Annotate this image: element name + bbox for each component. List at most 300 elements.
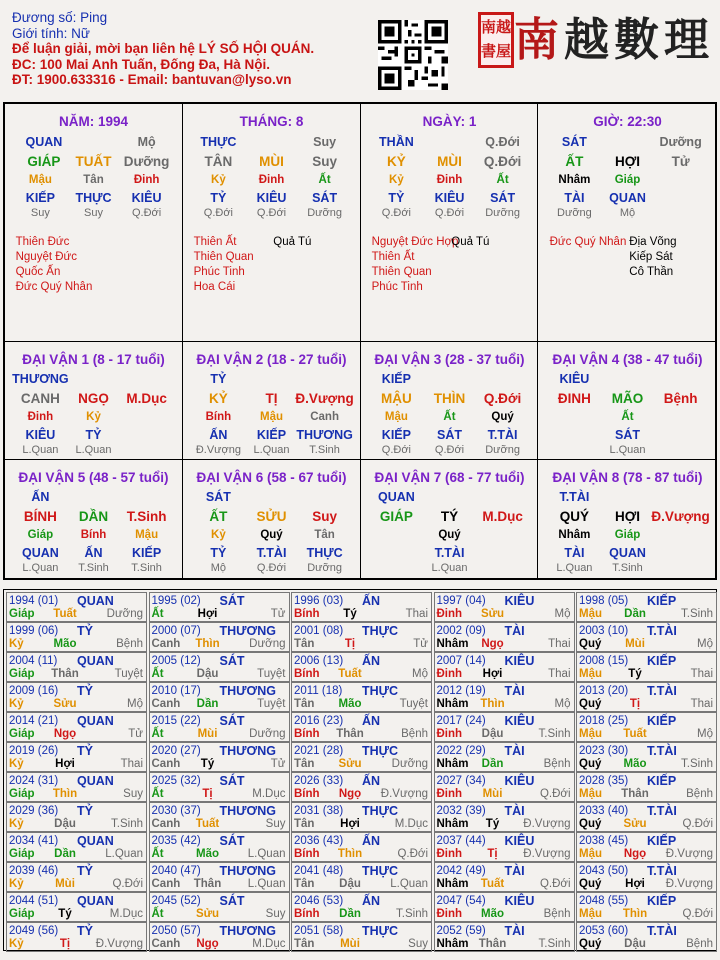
year-life-stage: Thai — [690, 668, 713, 680]
year-stem: Giáp — [9, 908, 35, 920]
year-label: 2006 (13) — [294, 655, 344, 667]
annual-year-cell — [576, 652, 717, 682]
ten-god-label: Tân — [314, 529, 335, 541]
year-stem: Mậu — [579, 728, 602, 740]
annual-year-cell — [291, 802, 432, 832]
ten-god-label: THÌN — [433, 391, 466, 406]
year-stem: Giáp — [9, 608, 35, 620]
year-branch: Ngọ — [338, 788, 362, 800]
year-stem: Mậu — [579, 608, 602, 620]
annual-year-cell — [291, 832, 432, 862]
ten-god-label: Ất — [621, 411, 634, 423]
year-stem: Bính — [294, 608, 320, 620]
ten-god-label: NGỌ — [78, 391, 109, 406]
year-label: 2023 (30) — [579, 745, 629, 757]
annual-year-cell — [6, 592, 147, 622]
ten-god-label: TỶ — [210, 191, 227, 205]
annual-year-cell — [6, 832, 147, 862]
year-branch: Mão — [196, 848, 219, 860]
year-life-stage: L.Quan — [105, 848, 143, 860]
ten-god-label: Q.Đới — [131, 207, 162, 219]
year-ten-god: THỰC — [362, 744, 399, 758]
ten-god-label: Quý — [491, 411, 514, 423]
year-ten-god: QUAN — [77, 894, 114, 908]
year-ten-god: KIÊU — [504, 834, 535, 848]
ten-god-label: Mộ — [210, 562, 227, 574]
year-stem: Mậu — [579, 848, 602, 860]
pillar-title: NGÀY: 1 — [422, 114, 477, 129]
annual-year-cell — [149, 682, 290, 712]
year-life-stage: Bệnh — [401, 728, 428, 740]
year-branch: Tuất — [338, 668, 362, 680]
year-branch: Thân — [51, 668, 79, 680]
year-branch: Ngọ — [481, 638, 504, 650]
pillar-cell — [361, 104, 538, 341]
year-stem: Đinh — [436, 908, 463, 920]
year-label: 2001 (08) — [294, 625, 344, 637]
year-life-stage: L.Quan — [247, 878, 286, 890]
ten-god-label: Dưỡng — [659, 135, 702, 149]
ten-god-label: QUÝ — [559, 509, 590, 524]
year-life-stage: Thai — [548, 638, 571, 650]
ten-god-label: ẤT — [565, 154, 584, 169]
year-label: 1994 (01) — [9, 595, 59, 607]
annual-year-cell — [576, 622, 717, 652]
year-label: 2051 (58) — [294, 925, 344, 937]
shen-sha-star: Thiên Quan — [371, 266, 432, 278]
ten-god-label: KIẾP — [256, 428, 287, 442]
shen-sha-star: Nguyệt Đức Hợp — [371, 236, 459, 248]
year-branch: Tý — [58, 908, 72, 920]
year-ten-god: KIÊU — [504, 594, 535, 608]
ten-god-label: THẦN — [379, 135, 414, 149]
year-ten-god: KIẾP — [647, 894, 677, 908]
year-label: 1995 (02) — [151, 595, 201, 607]
ten-god-label: KỶ — [387, 154, 406, 169]
shen-sha-star: Thiên Ất — [371, 251, 415, 263]
year-branch: Thìn — [52, 788, 78, 800]
ten-god-label: THƯƠNG — [296, 428, 353, 442]
ten-god-label: T.TÀI — [256, 546, 287, 560]
shen-sha-star: Thiên Ất — [193, 236, 237, 248]
year-label: 2032 (39) — [436, 805, 486, 817]
annual-year-cell — [6, 772, 147, 802]
year-stem: Canh — [151, 758, 181, 770]
annual-year-cell — [6, 742, 147, 772]
year-ten-god: THƯƠNG — [219, 864, 276, 878]
year-ten-god: THƯƠNG — [219, 624, 276, 638]
ten-god-label: T.Sinh — [126, 509, 167, 524]
annual-year-cell — [576, 592, 717, 622]
year-ten-god: THƯƠNG — [219, 684, 276, 698]
annual-year-cell — [434, 712, 575, 742]
year-branch: Dậu — [339, 878, 361, 890]
year-label: 2026 (33) — [294, 775, 344, 787]
contact-line-3: ĐT: 1900.633316 - Email: bantuvan@lyso.vn — [12, 72, 292, 87]
year-stem: Mậu — [579, 788, 602, 800]
year-life-stage: Bệnh — [686, 788, 713, 800]
ten-god-label: ẤT — [209, 509, 228, 524]
year-label: 2040 (47) — [151, 865, 201, 877]
year-label: 2052 (59) — [436, 925, 486, 937]
year-ten-god: T.TÀI — [647, 684, 677, 698]
year-branch: Mão — [623, 758, 647, 770]
shen-sha-star: Thiên Quan — [193, 251, 254, 263]
year-stem: Giáp — [9, 668, 35, 680]
year-branch: Dậu — [54, 818, 76, 830]
year-label: 2049 (56) — [9, 925, 59, 937]
year-life-stage: Q.Đới — [397, 848, 428, 860]
year-life-stage: Dưỡng — [249, 638, 286, 650]
year-stem: Mậu — [579, 668, 602, 680]
year-label: 2000 (07) — [151, 625, 201, 637]
ten-god-label: Suy — [84, 207, 103, 219]
year-branch: Ngọ — [53, 728, 77, 740]
year-label: 2015 (22) — [151, 715, 201, 727]
year-branch: Thân — [193, 878, 222, 890]
year-life-stage: Mộ — [554, 608, 571, 620]
year-life-stage: Tuyệt — [114, 668, 143, 680]
year-ten-god: QUAN — [77, 774, 114, 788]
shen-sha-star: Đức Quý Nhân — [549, 236, 627, 248]
ten-god-label: THỰC — [75, 191, 112, 205]
year-stem: Nhâm — [436, 698, 469, 710]
year-life-stage: Tử — [270, 608, 286, 620]
annual-year-cell — [149, 862, 290, 892]
shen-sha-star: Thiên Đức — [15, 236, 70, 248]
ten-god-label: L.Quan — [22, 444, 59, 456]
year-stem: Nhâm — [436, 758, 469, 770]
year-life-stage: Thai — [548, 668, 571, 680]
ten-god-label: L.Quan — [253, 444, 290, 456]
seal-stamp: 南越 書屋 — [478, 12, 514, 68]
year-life-stage: Thai — [690, 698, 713, 710]
year-ten-god: TỶ — [77, 804, 93, 818]
shen-sha-star: Địa Võng — [629, 236, 677, 248]
year-ten-god: TÀI — [504, 924, 525, 938]
ten-god-label: SÁT — [205, 490, 231, 504]
year-stem: Canh — [151, 698, 181, 710]
annual-year-cell — [291, 712, 432, 742]
year-label: 2028 (35) — [579, 775, 629, 787]
annual-year-cell — [434, 892, 575, 922]
ten-god-label: KIẾP — [381, 372, 411, 386]
shen-sha-star: Quốc Ấn — [15, 266, 61, 278]
year-label: 1998 (05) — [579, 595, 629, 607]
dai-van-title: ĐẠI VẬN 3 (28 - 37 tuổi) — [374, 352, 525, 367]
year-branch: Dần — [54, 848, 76, 860]
ten-god-label: Q.Đới — [434, 444, 465, 456]
year-life-stage: Tuyệt — [399, 698, 428, 710]
year-stem: Tân — [294, 938, 315, 950]
ten-god-label: MẬU — [381, 391, 412, 406]
year-branch: Dậu — [481, 728, 504, 740]
year-label: 2010 (17) — [151, 685, 201, 697]
ten-god-label: ẤN — [31, 490, 50, 504]
year-ten-god: KIÊU — [504, 714, 535, 728]
year-stem: Kỷ — [9, 698, 24, 710]
year-ten-god: TỶ — [77, 864, 93, 878]
ten-god-label: QUAN — [609, 546, 646, 560]
year-stem: Tân — [294, 698, 315, 710]
year-branch: Thân — [336, 728, 364, 740]
year-label: 2047 (54) — [436, 895, 486, 907]
year-stem: Quý — [579, 938, 602, 950]
year-life-stage: Suy — [123, 788, 143, 800]
ten-god-label: ĐINH — [557, 391, 591, 406]
year-branch: Tý — [200, 758, 215, 770]
ten-god-label: SÁT — [312, 191, 338, 205]
year-label: 2014 (21) — [9, 715, 59, 727]
year-life-stage: Bệnh — [543, 758, 571, 770]
ten-god-label: HỢI — [614, 509, 641, 524]
ten-god-label: T.TÀI — [434, 546, 465, 560]
ten-god-label: TỶ — [388, 191, 405, 205]
year-branch: Sửu — [480, 608, 505, 620]
annual-year-cell — [6, 802, 147, 832]
ten-god-label: Q.Đới — [483, 154, 522, 169]
year-ten-god: ẤN — [362, 654, 381, 668]
annual-year-cell — [291, 892, 432, 922]
shen-sha-star: Kiếp Sát — [629, 251, 673, 263]
ten-god-label: Đ.Vượng — [295, 391, 354, 406]
annual-year-cell — [576, 772, 717, 802]
year-ten-god: TÀI — [504, 744, 525, 758]
year-life-stage: M.Dục — [252, 788, 286, 800]
year-ten-god: SÁT — [219, 834, 245, 848]
ten-god-label: KIẾP — [132, 546, 162, 560]
annual-year-cell — [149, 802, 290, 832]
year-life-stage: Mộ — [554, 698, 571, 710]
ten-god-label: KỶ — [209, 391, 228, 406]
year-branch: Sửu — [195, 908, 220, 920]
ten-god-label: Canh — [310, 411, 339, 423]
year-label: 2045 (52) — [151, 895, 201, 907]
year-stem: Ất — [151, 728, 164, 740]
annual-year-cell — [149, 592, 290, 622]
dai-van-cell — [5, 342, 182, 459]
year-branch: Mão — [481, 908, 504, 920]
year-branch: Thìn — [480, 698, 505, 710]
ten-god-label: Ất — [318, 174, 331, 186]
ten-god-label: M.Dục — [126, 391, 167, 406]
subject-name: Đương số: Ping — [12, 10, 108, 25]
year-life-stage: Đ.Vượng — [95, 938, 143, 950]
ten-god-label: Mộ — [619, 207, 636, 219]
annual-year-cell — [149, 922, 290, 952]
annual-year-cell — [291, 682, 432, 712]
ten-god-label: SÁT — [437, 428, 462, 442]
year-ten-god: KIẾP — [647, 594, 677, 608]
year-ten-god: THƯƠNG — [219, 924, 276, 938]
year-life-stage: T.Sinh — [681, 608, 713, 620]
annual-year-cell — [6, 682, 147, 712]
year-life-stage: Bệnh — [686, 938, 713, 950]
year-life-stage: Mộ — [697, 638, 713, 650]
year-label: 2037 (44) — [436, 835, 486, 847]
year-stem: Ất — [151, 788, 164, 800]
year-ten-god: TỶ — [77, 684, 93, 698]
ten-god-label: Suy — [30, 207, 50, 219]
ten-god-label: T.Sinh — [78, 562, 109, 574]
annual-year-cell — [434, 682, 575, 712]
year-stem: Quý — [579, 878, 602, 890]
year-label: 1997 (04) — [436, 595, 486, 607]
year-ten-god: ẤN — [362, 774, 381, 788]
annual-year-cell — [6, 652, 147, 682]
year-life-stage: Mộ — [697, 728, 713, 740]
year-life-stage: Tử — [270, 758, 286, 770]
pillar-cell — [183, 104, 360, 341]
annual-year-cell — [149, 772, 290, 802]
year-branch: Thìn — [622, 908, 648, 920]
ten-god-label: KIÊU — [25, 428, 56, 442]
ten-god-label: Đ.Vượng — [651, 509, 710, 524]
annual-year-cell — [576, 832, 717, 862]
annual-year-cell — [149, 742, 290, 772]
ten-god-label: TÝ — [440, 509, 459, 524]
ten-god-label: Nhâm — [558, 529, 591, 541]
dai-van-title: ĐẠI VẬN 8 (78 - 87 tuổi) — [552, 470, 703, 485]
annual-year-cell — [149, 832, 290, 862]
annual-year-cell — [291, 772, 432, 802]
ten-god-label: Dưỡng — [557, 207, 592, 219]
ten-god-label: BÍNH — [23, 509, 57, 524]
ten-god-label: MÙI — [259, 154, 284, 169]
annual-year-cell — [149, 622, 290, 652]
year-life-stage: Suy — [408, 938, 428, 950]
ten-god-label: MÙI — [437, 154, 462, 169]
year-branch: Mùi — [55, 878, 75, 890]
year-branch: Tý — [343, 608, 357, 620]
year-ten-god: THỰC — [362, 624, 399, 638]
year-life-stage: T.Sinh — [538, 938, 571, 950]
year-stem: Canh — [151, 638, 181, 650]
year-branch: Mùi — [340, 938, 360, 950]
annual-year-cell — [576, 922, 717, 952]
ten-god-label: HỢI — [614, 154, 641, 169]
ten-god-label: KIÊU — [131, 191, 162, 205]
year-life-stage: Q.Đới — [539, 788, 571, 800]
ten-god-label: SÁT — [561, 135, 587, 149]
year-stem: Tân — [294, 758, 315, 770]
year-stem: Đinh — [436, 608, 463, 620]
ten-god-label: Nhâm — [558, 174, 591, 186]
year-stem: Ất — [151, 668, 164, 680]
year-ten-god: QUAN — [77, 714, 114, 728]
qr-code — [378, 20, 448, 90]
year-branch: Mùi — [197, 728, 218, 740]
ten-god-label: CANH — [20, 391, 60, 406]
year-label: 2034 (41) — [9, 835, 59, 847]
ten-god-label: QUAN — [25, 135, 63, 149]
year-stem: Bính — [294, 848, 320, 860]
year-stem: Tân — [294, 638, 315, 650]
year-stem: Đinh — [436, 728, 463, 740]
year-label: 2025 (32) — [151, 775, 201, 787]
year-branch: Tý — [628, 668, 642, 680]
year-branch: Tị — [202, 788, 213, 800]
year-ten-god: TÀI — [504, 804, 525, 818]
ten-god-label: Giáp — [614, 174, 641, 186]
year-life-stage: M.Dục — [252, 938, 286, 950]
year-label: 2017 (24) — [436, 715, 486, 727]
year-label: 2012 (19) — [436, 685, 486, 697]
year-label: 2039 (46) — [9, 865, 59, 877]
year-ten-god: SÁT — [219, 894, 245, 908]
ten-god-label: Mậu — [135, 529, 159, 541]
ten-god-label: Bính — [205, 411, 232, 423]
ten-god-label: L.Quan — [431, 562, 468, 574]
dai-van-title: ĐẠI VẬN 5 (48 - 57 tuổi) — [18, 470, 169, 485]
year-label: 2027 (34) — [436, 775, 486, 787]
year-label: 2038 (45) — [579, 835, 629, 847]
year-life-stage: L.Quan — [247, 848, 286, 860]
ten-god-label: T.Sinh — [612, 562, 643, 574]
year-label: 2007 (14) — [436, 655, 486, 667]
year-branch: Dần — [624, 608, 646, 620]
year-ten-god: TÀI — [504, 624, 525, 638]
year-branch: Sửu — [338, 758, 362, 770]
dai-van-title: ĐẠI VẬN 6 (58 - 67 tuổi) — [196, 470, 347, 485]
year-ten-god: KIÊU — [504, 774, 535, 788]
ten-god-label: Q.Đới — [256, 207, 287, 219]
ten-god-label: Q.Đới — [381, 207, 411, 219]
year-ten-god: THỰC — [362, 924, 399, 938]
annual-year-cell — [291, 862, 432, 892]
ten-god-label: Suy — [312, 154, 337, 169]
year-label: 2031 (38) — [294, 805, 344, 817]
year-stem: Đinh — [436, 668, 463, 680]
ten-god-label: TÂN — [204, 154, 233, 169]
ten-god-label: KIẾP — [381, 428, 411, 442]
year-stem: Bính — [294, 728, 320, 740]
ten-god-label: L.Quan — [75, 444, 112, 456]
year-label: 2042 (49) — [436, 865, 486, 877]
annual-year-cell — [149, 712, 290, 742]
year-label: 2050 (57) — [151, 925, 201, 937]
year-branch: Tý — [485, 818, 500, 830]
year-ten-god: KIÊU — [504, 894, 535, 908]
year-life-stage: T.Sinh — [538, 728, 571, 740]
year-life-stage: Suy — [265, 908, 286, 920]
shen-sha-star: Nguyệt Đức — [15, 251, 77, 263]
year-label: 2030 (37) — [151, 805, 201, 817]
subject-gender: Giới tính: Nữ — [12, 25, 90, 41]
year-stem: Kỷ — [9, 938, 24, 950]
dai-van-cell — [5, 460, 182, 577]
year-label: 2011 (18) — [294, 685, 343, 697]
annual-year-cell — [6, 622, 147, 652]
year-branch: Mão — [53, 638, 77, 650]
ten-god-label: Mậu — [28, 174, 52, 186]
ten-god-label: TỶ — [210, 546, 227, 560]
year-ten-god: KIÊU — [504, 654, 535, 668]
year-branch: Thìn — [337, 848, 363, 860]
year-stem: Kỷ — [9, 878, 24, 890]
year-life-stage: Tuyệt — [257, 668, 286, 680]
year-ten-god: THỰC — [362, 684, 399, 698]
annual-year-cell — [576, 682, 717, 712]
brand-logo: 南越數理 — [514, 13, 715, 66]
year-branch: Hợi — [482, 668, 503, 680]
year-life-stage: T.Sinh — [681, 758, 713, 770]
ten-god-label: T.Sinh — [131, 562, 162, 574]
year-label: 2024 (31) — [9, 775, 59, 787]
ten-god-label: THƯƠNG — [12, 372, 69, 386]
annual-year-cell — [6, 712, 147, 742]
year-ten-god: TỶ — [77, 744, 93, 758]
